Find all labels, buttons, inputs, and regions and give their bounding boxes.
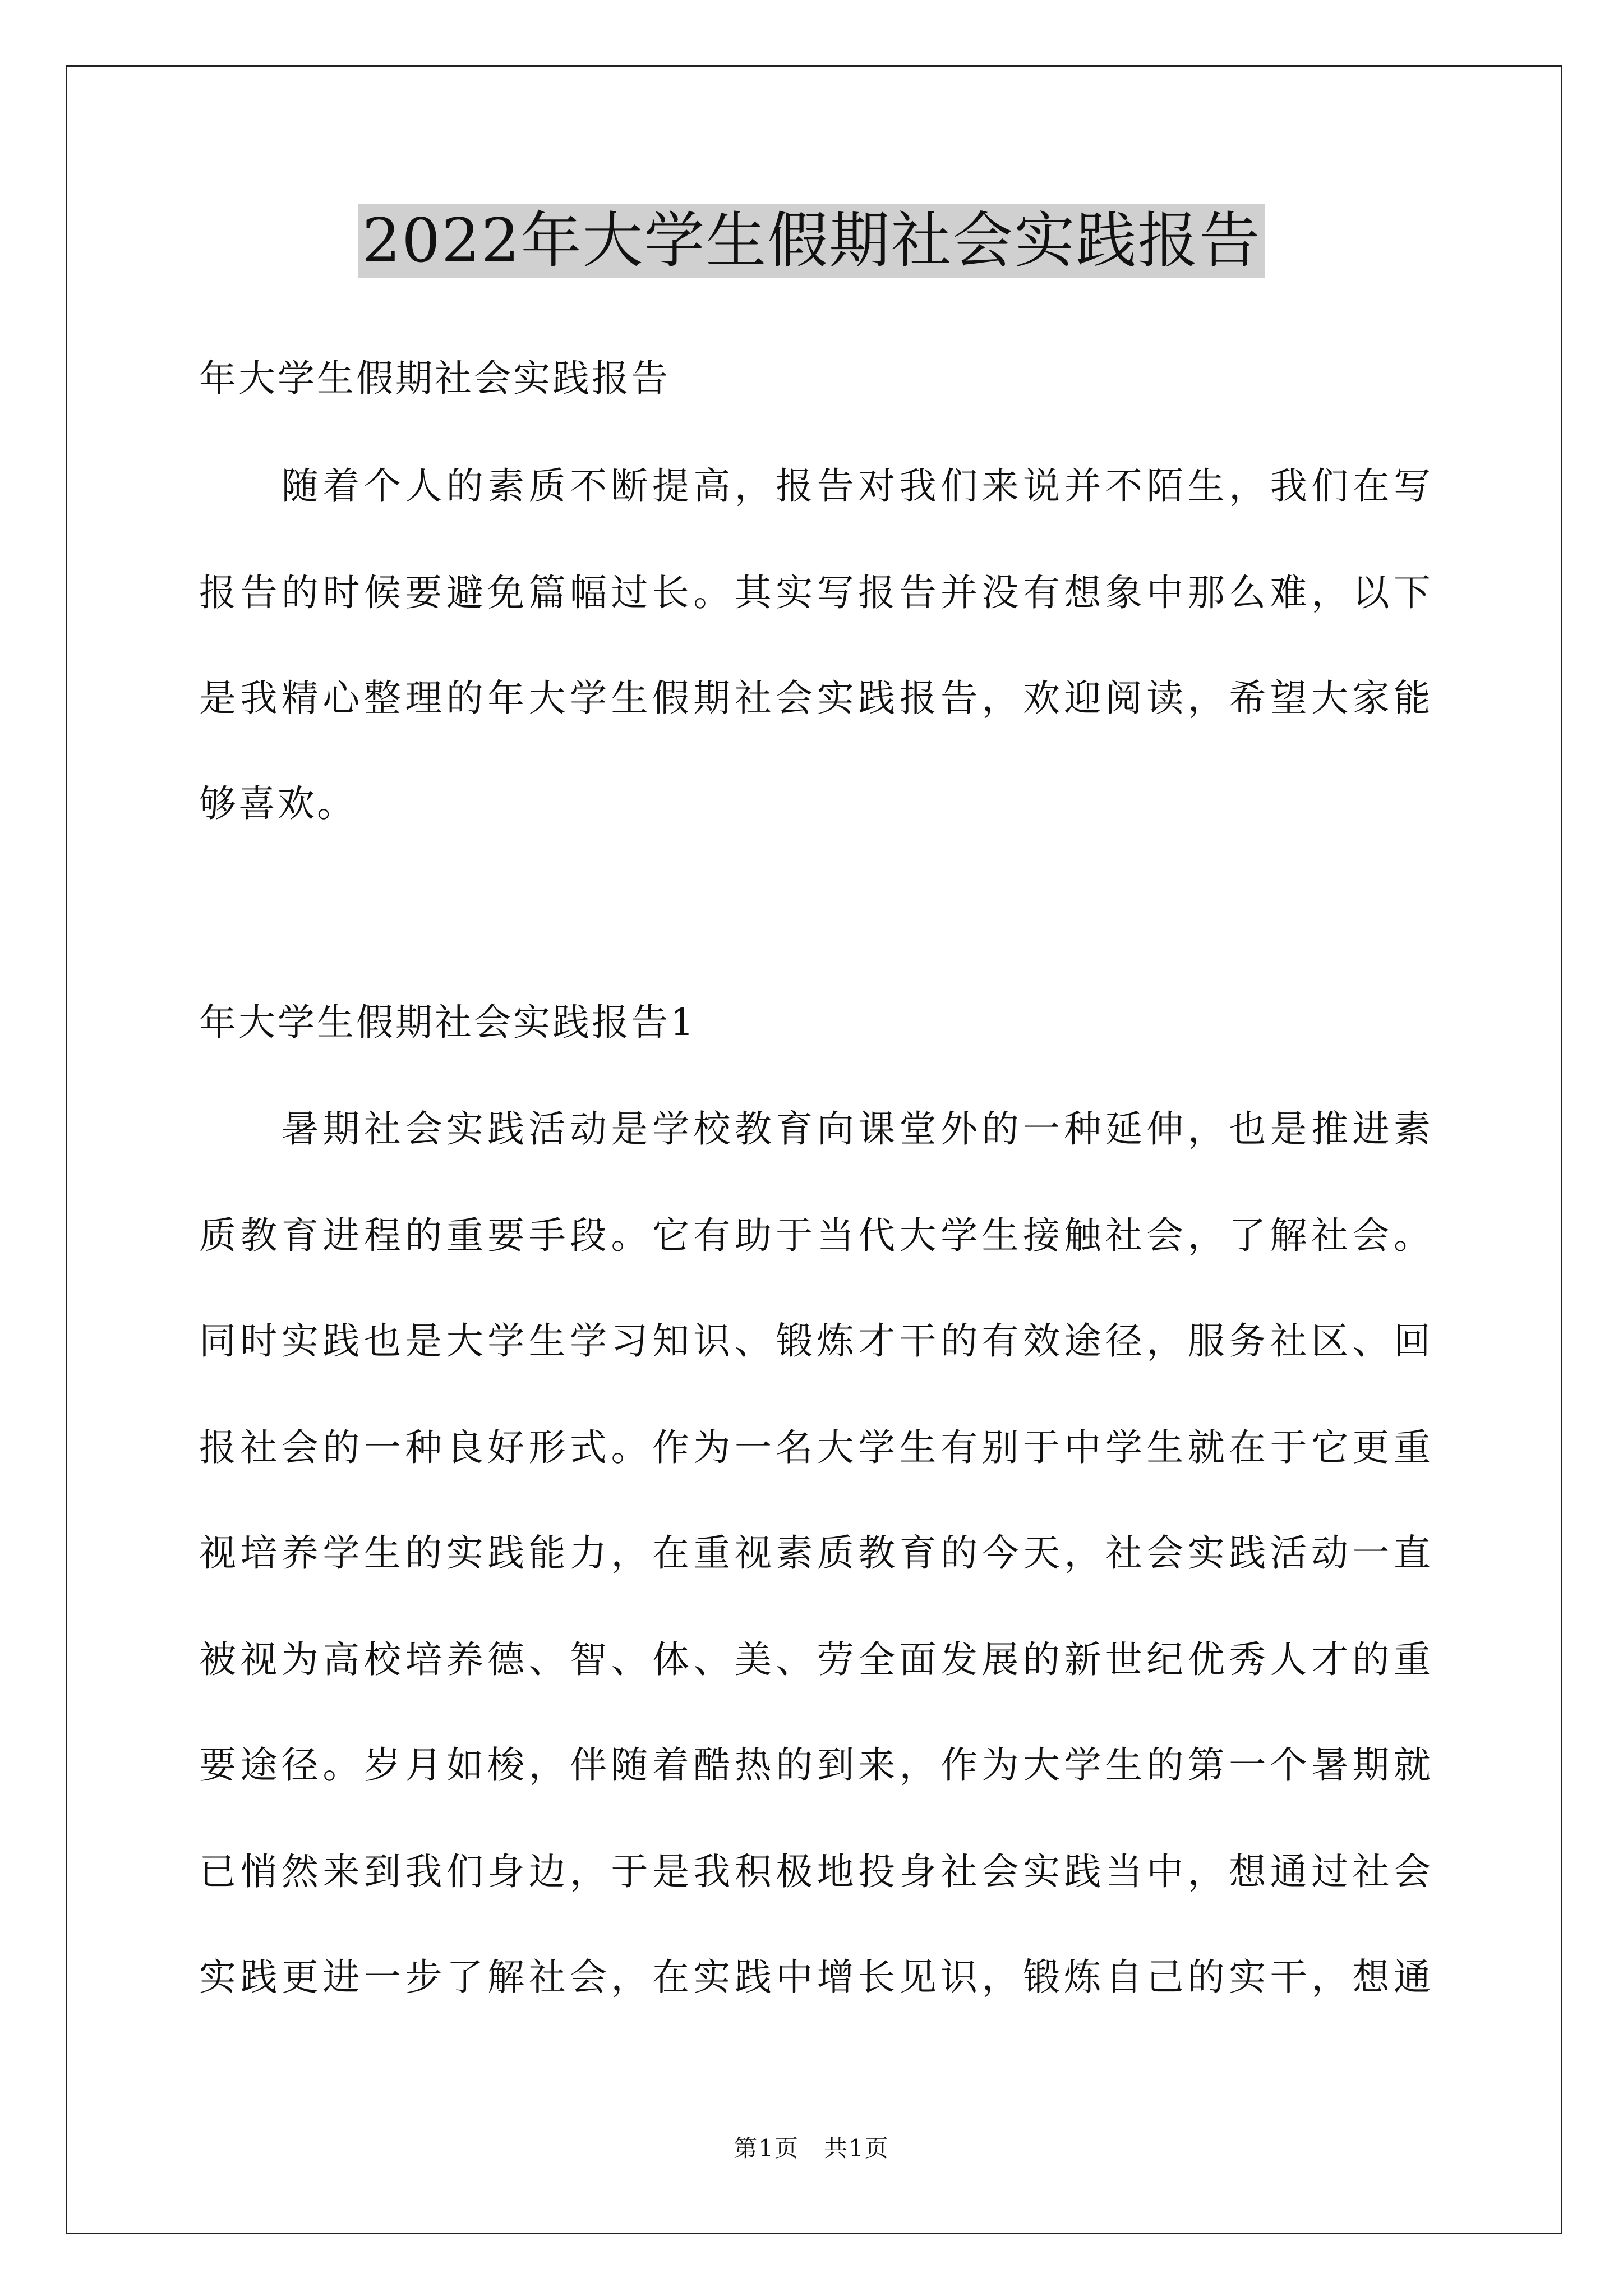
intro-line-2: 报告的时候要避免篇幅过长。其实写报告并没有想象中那么难，以下 — [199, 571, 1433, 614]
intro-line-1: 随着个人的素质不断提高，报告对我们来说并不陌生，我们在写 — [199, 464, 1433, 508]
section1-line-5: 视培养学生的实践能力，在重视素质教育的今天，社会实践活动一直 — [199, 1531, 1433, 1575]
section1-line-1: 暑期社会实践活动是学校教育向课堂外的一种延伸，也是推进素 — [199, 1107, 1433, 1151]
page-footer: 第1页 共1页 — [734, 2134, 889, 2162]
intro-line-4: 够喜欢。 — [199, 782, 356, 825]
section1-line-7: 要途径。岁月如梭，伴随着酷热的到来，作为大学生的第一个暑期就 — [199, 1743, 1433, 1787]
section1-line-9: 实践更进一步了解社会，在实践中增长见识，锻炼自己的实干，想通 — [199, 1955, 1433, 1999]
intro-line-3: 是我精心整理的年大学生假期社会实践报告，欢迎阅读，希望大家能 — [199, 677, 1433, 720]
section-heading-1: 年大学生假期社会实践报告1 — [199, 1001, 696, 1044]
intro-heading: 年大学生假期社会实践报告 — [199, 357, 670, 400]
section1-line-4: 报社会的一种良好形式。作为一名大学生有别于中学生就在于它更重 — [199, 1426, 1433, 1469]
section1-line-3: 同时实践也是大学生学习知识、锻炼才干的有效途径，服务社区、回 — [199, 1319, 1433, 1363]
section1-line-6: 被视为高校培养德、智、体、美、劳全面发展的新世纪优秀人才的重 — [199, 1638, 1433, 1681]
document-title-text: 2022年大学生假期社会实践报告 — [358, 204, 1266, 278]
document-title — [0, 202, 1623, 280]
section1-line-8: 已悄然来到我们身边，于是我积极地投身社会实践当中，想通过社会 — [199, 1850, 1433, 1893]
section1-line-2: 质教育进程的重要手段。它有助于当代大学生接触社会，了解社会。 — [199, 1214, 1433, 1257]
